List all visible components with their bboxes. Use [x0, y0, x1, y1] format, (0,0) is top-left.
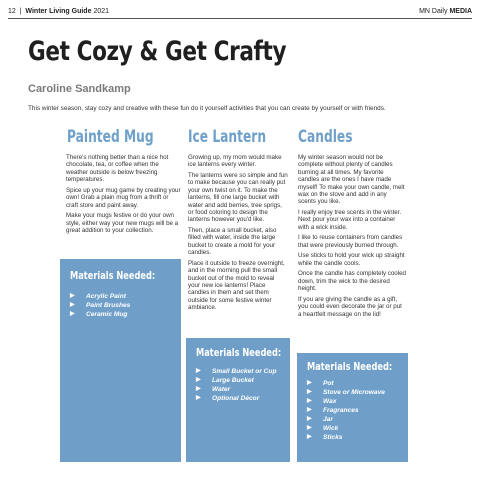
list-item	[196, 367, 284, 376]
brand-name-light: MN Daily	[419, 8, 448, 15]
material-label: Sticks	[323, 434, 343, 441]
list-item	[307, 433, 402, 442]
paragraph: Spice up your mug game by creating your own! Grab a plain mug from a thrift or craft store and paint away.	[66, 186, 181, 209]
list-item	[196, 394, 284, 403]
materials-list	[196, 367, 284, 403]
paragraph: Make your mugs festive or do your own style, either way your new mugs will be a great addition to your collection.	[66, 212, 179, 235]
arrow-right-icon: ▶	[307, 380, 312, 386]
material-label: Small Bucket or Cup	[212, 368, 277, 375]
arrow-right-icon: ▶	[70, 302, 75, 308]
arrow-right-icon: ▶	[307, 389, 312, 395]
paragraph: The lanterns were so simple and fun to make because you can really put your own twist on it. To make the lanterns, fill one large bucket with water and add berries, tree sprigs, or food coloring to design the lanterns however you'd like.	[188, 172, 288, 224]
paragraph: If you are giving the candle as a gift, you could even decorate the jar or put a heartfelt message on the lid!	[298, 295, 402, 318]
list-item	[196, 385, 284, 394]
list-item	[307, 406, 402, 415]
materials-title: Materials Needed:	[196, 346, 282, 359]
paragraph: Place it outside to freeze overnight, and in the morning pull the small bucket out of the mold to reveal your new ice lanterns! Place candles in them and set them outside for some festive winter ambiance.	[188, 259, 285, 312]
list-item	[70, 292, 173, 301]
list-item	[307, 379, 402, 388]
brand-name-bold: MEDIA	[449, 8, 472, 15]
materials-box-candles	[297, 353, 408, 462]
paragraph: Once the candle has completely cooled down, trim the wick to the desired height.	[298, 270, 407, 293]
column-body-ice-lantern	[188, 154, 288, 315]
publication-year: 2021	[93, 8, 110, 15]
paragraph: There's nothing better than a nice hot chocolate, tea, or coffee when the weather outside is below freezing temperatures.	[66, 154, 169, 184]
paragraph: Then, place a small bucket, also filled with water, inside the large bucket to create a mold for your candles.	[188, 227, 277, 257]
material-label: Paint Brushes	[86, 302, 131, 309]
material-label: Ceramic Mug	[86, 311, 128, 318]
material-label: Optional Décor	[212, 395, 260, 402]
header-divider	[8, 18, 472, 19]
list-item	[307, 397, 402, 406]
material-label: Acrylic Paint	[86, 293, 126, 300]
material-label: Wick	[323, 425, 339, 432]
material-label: Wax	[323, 398, 337, 405]
arrow-right-icon: ▶	[307, 434, 312, 440]
arrow-right-icon: ▶	[307, 407, 312, 413]
paragraph: My winter season would not be complete without plenty of candles burning at all times. My favorite candles are the ones I have made myself! To make your own candle, melt wax on the stove and add in any scents you like.	[298, 154, 405, 206]
arrow-right-icon: ▶	[196, 395, 201, 401]
column-title-painted-mug: Painted Mug	[67, 127, 154, 147]
arrow-right-icon: ▶	[196, 386, 201, 392]
material-label: Jar	[323, 416, 333, 423]
arrow-right-icon: ▶	[307, 398, 312, 404]
material-label: Fragrances	[323, 407, 359, 414]
page-header-left: 12 | Winter Living Guide 2021	[8, 8, 110, 15]
materials-list	[70, 292, 173, 319]
list-item	[70, 301, 173, 310]
arrow-right-icon: ▶	[307, 416, 312, 422]
material-label: Stove or Microwave	[323, 389, 385, 396]
materials-title: Materials Needed:	[307, 360, 393, 373]
materials-list	[307, 379, 402, 442]
arrow-right-icon: ▶	[196, 377, 201, 383]
materials-box-ice-lantern	[186, 338, 290, 462]
column-title-candles: Candles	[298, 127, 353, 147]
list-item	[307, 424, 402, 433]
list-item	[196, 376, 284, 385]
arrow-right-icon: ▶	[307, 425, 312, 431]
material-label: Large Bucket	[212, 377, 254, 384]
paragraph: I like to reuse containers from candles that were previously burned through.	[298, 234, 403, 249]
column-body-candles	[298, 154, 406, 321]
paragraph: Growing up, my mom would make ice lanterns every winter.	[188, 154, 282, 169]
list-item	[307, 388, 402, 397]
material-label: Water	[212, 386, 231, 393]
arrow-right-icon: ▶	[70, 311, 75, 317]
materials-title: Materials Needed:	[70, 269, 156, 282]
article-author: Caroline Sandkamp	[28, 83, 131, 95]
arrow-right-icon: ▶	[70, 293, 75, 299]
column-body-painted-mug	[66, 154, 181, 238]
arrow-right-icon: ▶	[196, 368, 201, 374]
list-item	[70, 310, 173, 319]
materials-box-painted-mug	[60, 259, 181, 462]
material-label: Pot	[323, 380, 334, 387]
paragraph: I really enjoy tree scents in the winter. Next pour your wax into a container with a wick inside.	[298, 209, 402, 231]
list-item	[307, 415, 402, 424]
column-title-ice-lantern: Ice Lantern	[188, 127, 267, 147]
paragraph: Use sticks to hold your wick up straight while the candle cools.	[298, 252, 405, 267]
publication-name: Winter Living Guide	[25, 8, 92, 15]
article-intro: This winter season, stay cozy and creative with these fun do it yourself activities that you can create by yourself or with friends.	[28, 105, 386, 112]
article-title: Get Cozy & Get Crafty	[28, 36, 287, 67]
page-number: 12	[8, 8, 16, 15]
